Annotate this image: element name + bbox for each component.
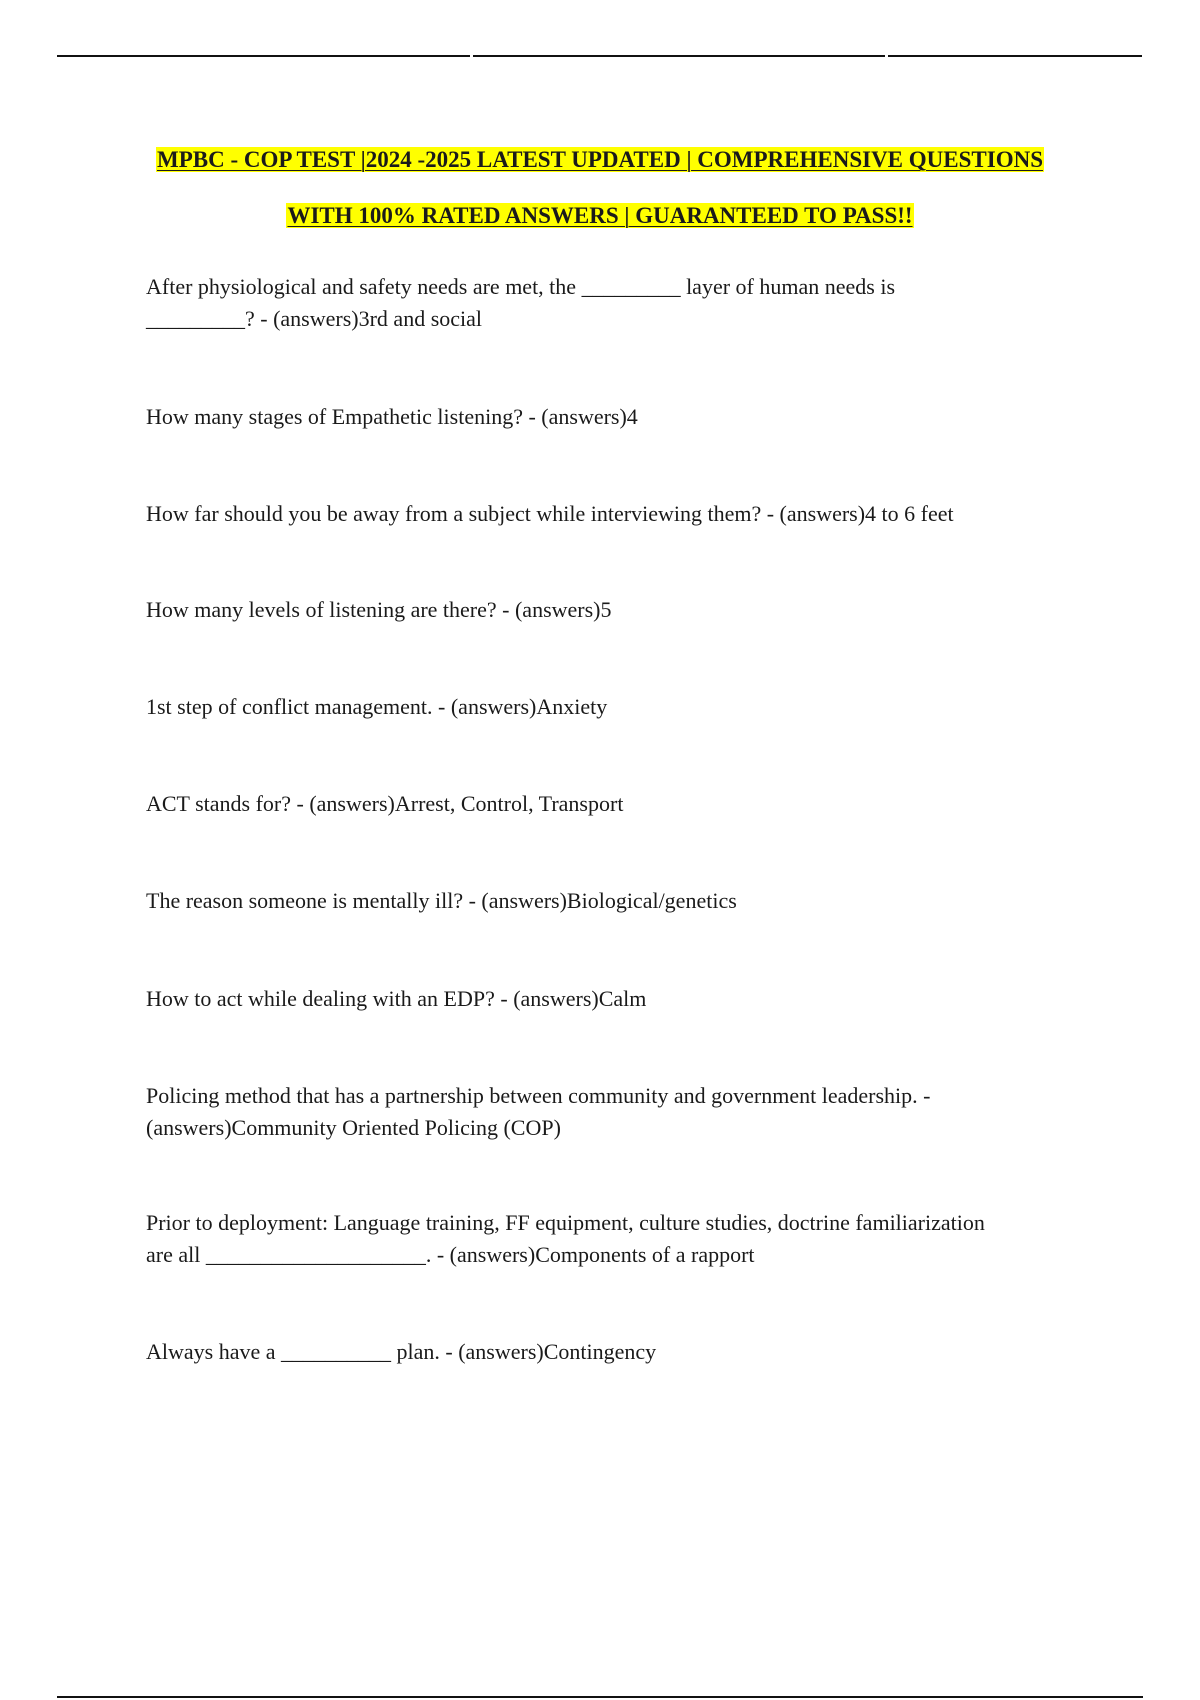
qa-item-6: ACT stands for? - (answers)Arrest, Control, Transport xyxy=(146,791,624,816)
header-rule-middle xyxy=(473,55,885,57)
document-title-line-1 xyxy=(0,145,1200,175)
qa-item-7: The reason someone is mentally ill? - (answers)Biological/genetics xyxy=(146,888,737,913)
footer-rule xyxy=(57,1696,1143,1698)
qa-item-8: How to act while dealing with an EDP? - (answers)Calm xyxy=(146,986,647,1011)
qa-item-9: Policing method that has a partnership between community and government leadership. - (answers)Community Oriented Policing (COP) xyxy=(146,1083,931,1140)
qa-item-1: After physiological and safety needs are met, the _________ layer of human needs is _________? - (answers)3rd and social xyxy=(146,274,895,331)
qa-item-5: 1st step of conflict management. - (answers)Anxiety xyxy=(146,694,608,719)
document-title-text-2: WITH 100% RATED ANSWERS | GUARANTEED TO PASS!! xyxy=(287,203,913,228)
qa-item-2: How many stages of Empathetic listening? - (answers)4 xyxy=(146,404,638,429)
header-rule-left xyxy=(57,55,470,57)
qa-item-4: How many levels of listening are there? - (answers)5 xyxy=(146,597,612,622)
qa-item-11: Always have a __________ plan. - (answers)Contingency xyxy=(146,1339,657,1364)
document-title-text-1: MPBC - COP TEST |2024 -2025 LATEST UPDATED | COMPREHENSIVE QUESTIONS xyxy=(157,147,1043,172)
qa-item-10: Prior to deployment: Language training, FF equipment, culture studies, doctrine familiarization are all ____________________. - (answers)Components of a rapport xyxy=(146,1210,985,1267)
document-title-line-2 xyxy=(0,201,1200,231)
header-rule-right xyxy=(888,55,1142,57)
qa-item-3: How far should you be away from a subject while interviewing them? - (answers)4 to 6 feet xyxy=(146,501,954,526)
